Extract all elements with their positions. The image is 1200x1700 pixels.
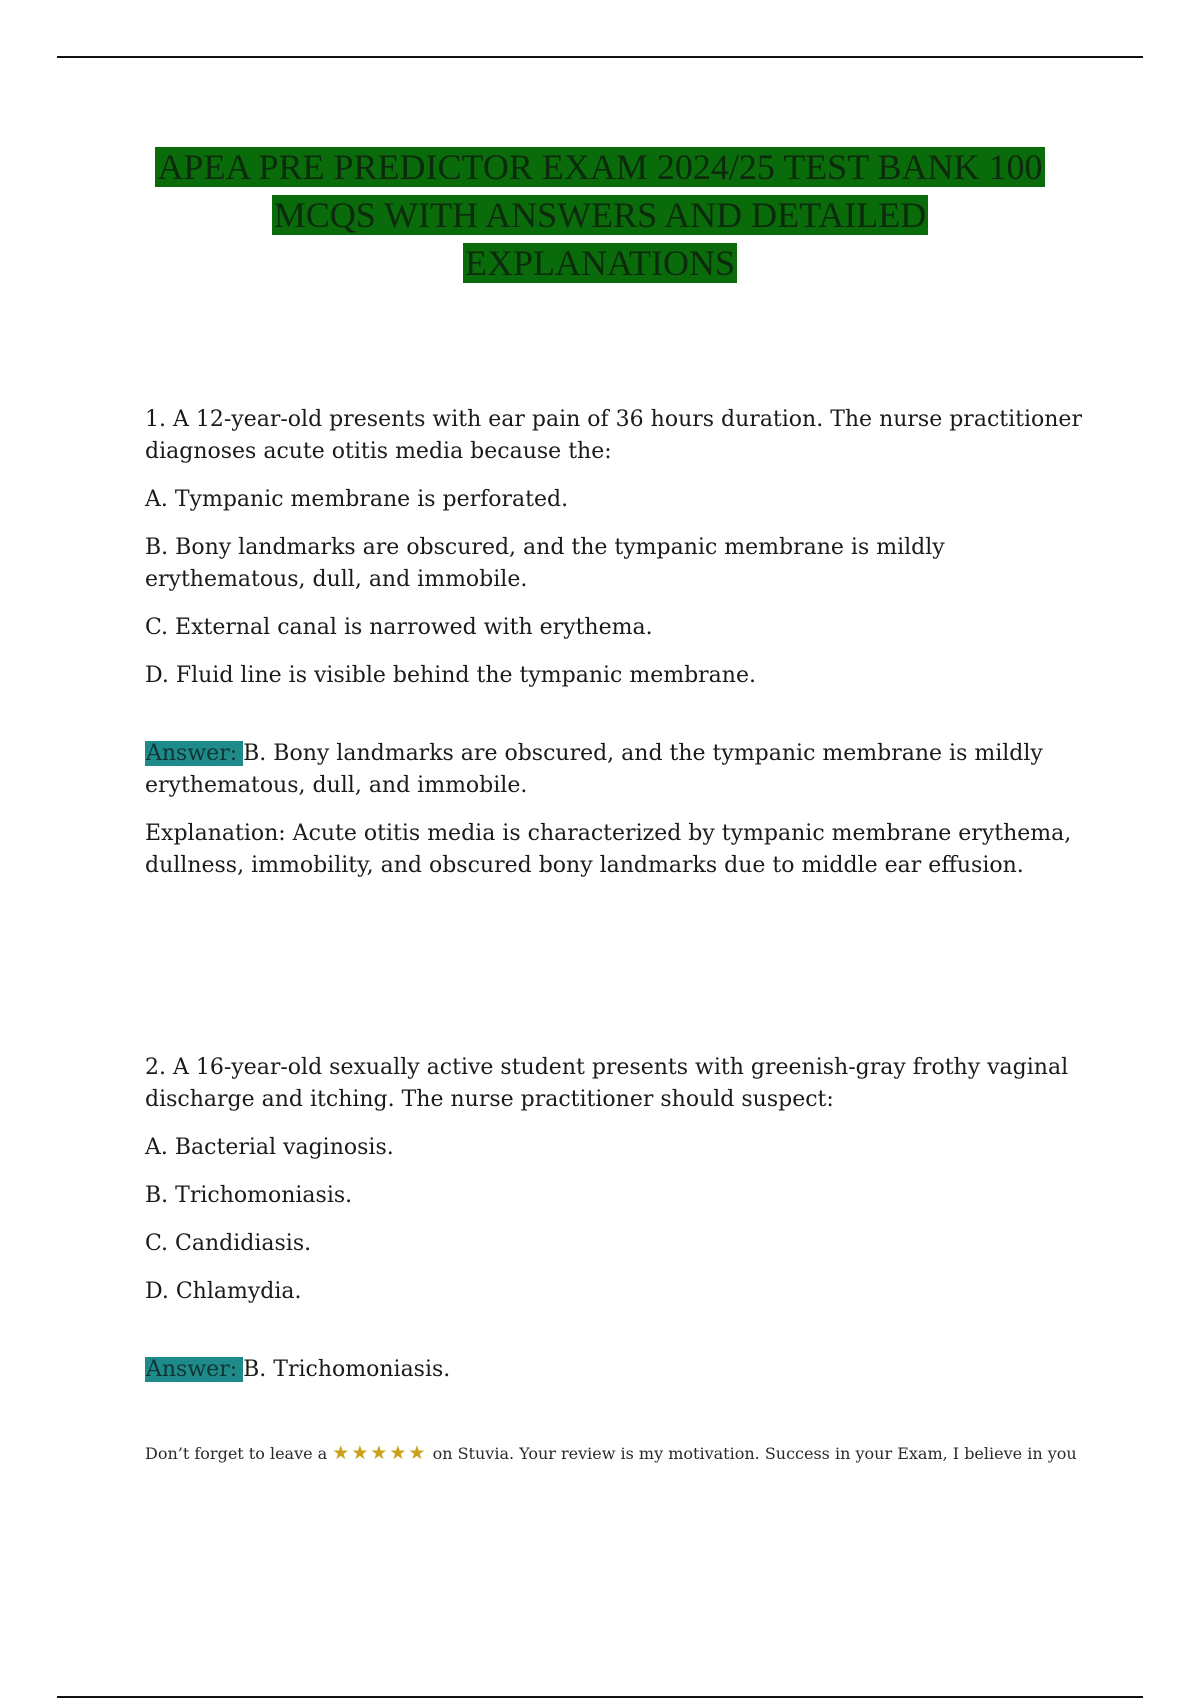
question-1 — [145, 404, 1090, 882]
option-c: C. Candidiasis. — [145, 1231, 312, 1256]
document-title — [100, 143, 1100, 287]
answer-text: B. Trichomoniasis. — [243, 1357, 451, 1382]
question-stem: 2. A 16-year-old sexually active student presents with greenish-gray frothy vaginal discharge and itching. The nurse practitioner should suspect: — [145, 1055, 1069, 1112]
option-d: D. Chlamydia. — [145, 1279, 302, 1304]
title-line-3: EXPLANATIONS — [465, 243, 735, 283]
option-b: B. Trichomoniasis. — [145, 1183, 353, 1208]
option-d: D. Fluid line is visible behind the tympanic membrane. — [145, 663, 756, 688]
option-c: C. External canal is narrowed with erythema. — [145, 615, 653, 640]
answer — [145, 738, 1090, 802]
review-note-suffix: on Stuvia. Your review is my motivation. Success in your Exam, I believe in you — [432, 1444, 1077, 1463]
option-b: B. Bony landmarks are obscured, and the tympanic membrane is mildly erythematous, dull, and immobile. — [145, 535, 945, 592]
title-line-1: APEA PRE PREDICTOR EXAM 2024/25 TEST BANK 100 — [157, 147, 1043, 187]
question-stem: 1. A 12-year-old presents with ear pain of 36 hours duration. The nurse practitioner diagnoses acute otitis media because the: — [145, 407, 1082, 464]
explanation: Explanation: Acute otitis media is characterized by tympanic membrane erythema, dullness, immobility, and obscured bony landmarks due to middle ear effusion. — [145, 821, 1072, 878]
option-a: A. Tympanic membrane is perforated. — [145, 487, 569, 512]
answer-label: Answer: — [145, 741, 243, 766]
review-note-prefix: Don’t forget to leave a — [145, 1444, 328, 1463]
option-a: A. Bacterial vaginosis. — [145, 1135, 394, 1160]
answer — [145, 1354, 1090, 1386]
question-2 — [145, 1052, 1090, 1386]
top-rule — [57, 56, 1143, 58]
title-line-2: MCQS WITH ANSWERS AND DETAILED — [273, 195, 927, 235]
answer-label: Answer: — [145, 1357, 243, 1382]
answer-text: B. Bony landmarks are obscured, and the tympanic membrane is mildly erythematous, dull, and immobile. — [145, 741, 1043, 798]
review-note — [145, 1441, 1145, 1466]
star-rating-icon: ★★★★★ — [332, 1442, 428, 1464]
bottom-rule — [57, 1696, 1143, 1698]
